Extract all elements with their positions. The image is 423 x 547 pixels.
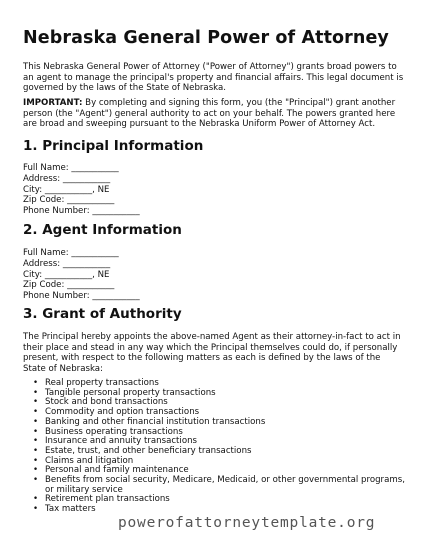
list-item: • Insurance and annuity transactions xyxy=(45,437,405,447)
principal-address-field: Address: ___________ xyxy=(23,173,111,184)
list-item: • Estate, trust, and other beneficiary transactions xyxy=(45,447,405,457)
principal-full-name-field: Full Name: ___________ xyxy=(23,163,119,173)
important-text: By completing and signing this form, you (the "Principal") grant another person (the "Agent") general authority to act on your behalf. The powers granted here are broad and sweeping pursuant to the Nebraska Uniform Power of Attorney Act. xyxy=(23,98,396,129)
authority-list xyxy=(31,379,405,515)
grant-paragraph: The Principal hereby appoints the above-named Agent as their attorney-in-fact to act in their place and stead in any way which the Principal themselves could do, if personally present, with respect to the following matters as each is defined by the laws of the State of Nebraska: xyxy=(23,332,401,374)
principal-fields xyxy=(23,163,140,217)
list-item: • Banking and other financial institution transactions xyxy=(45,418,405,428)
watermark: powerofattorneytemplate.org xyxy=(118,515,376,531)
list-item: • Personal and family maintenance xyxy=(45,466,405,476)
important-notice xyxy=(23,98,405,130)
list-item: • Tangible personal property transactions xyxy=(45,389,405,399)
principal-section-heading: 1. Principal Information xyxy=(23,138,204,154)
agent-full-name-field: Full Name: ___________ xyxy=(23,248,119,258)
document-title: Nebraska General Power of Attorney xyxy=(23,28,389,48)
agent-address-field: Address: ___________ xyxy=(23,258,111,269)
principal-phone-field: Phone Number: ___________ xyxy=(23,206,140,217)
list-item: • Real property transactions xyxy=(45,379,405,389)
intro-paragraph: This Nebraska General Power of Attorney ("Power of Attorney") grants broad powers to an agent to manage the principal's property and financial affairs. This legal document is governed by the laws of the State of Nebraska. xyxy=(23,62,404,93)
list-item: • Commodity and option transactions xyxy=(45,408,405,418)
agent-fields xyxy=(23,248,140,302)
list-item: • Stock and bond transactions xyxy=(45,398,405,408)
agent-zip-field: Zip Code: ___________ xyxy=(23,280,115,291)
list-item: • Retirement plan transactions xyxy=(45,495,405,505)
list-item: • Benefits from social security, Medicare, Medicaid, or other governmental programs, or military service xyxy=(45,476,405,495)
authority-section-heading: 3. Grant of Authority xyxy=(23,306,182,322)
important-label: IMPORTANT: xyxy=(23,98,83,108)
list-item: • Tax matters xyxy=(45,505,405,515)
agent-section-heading: 2. Agent Information xyxy=(23,222,182,238)
agent-city-field: City: ___________, NE xyxy=(23,269,110,280)
list-item: • Business operating transactions xyxy=(45,428,405,438)
principal-city-field: City: ___________, NE xyxy=(23,184,110,195)
list-item: • Claims and litigation xyxy=(45,457,405,467)
agent-phone-field: Phone Number: ___________ xyxy=(23,291,140,302)
principal-zip-field: Zip Code: ___________ xyxy=(23,195,115,206)
